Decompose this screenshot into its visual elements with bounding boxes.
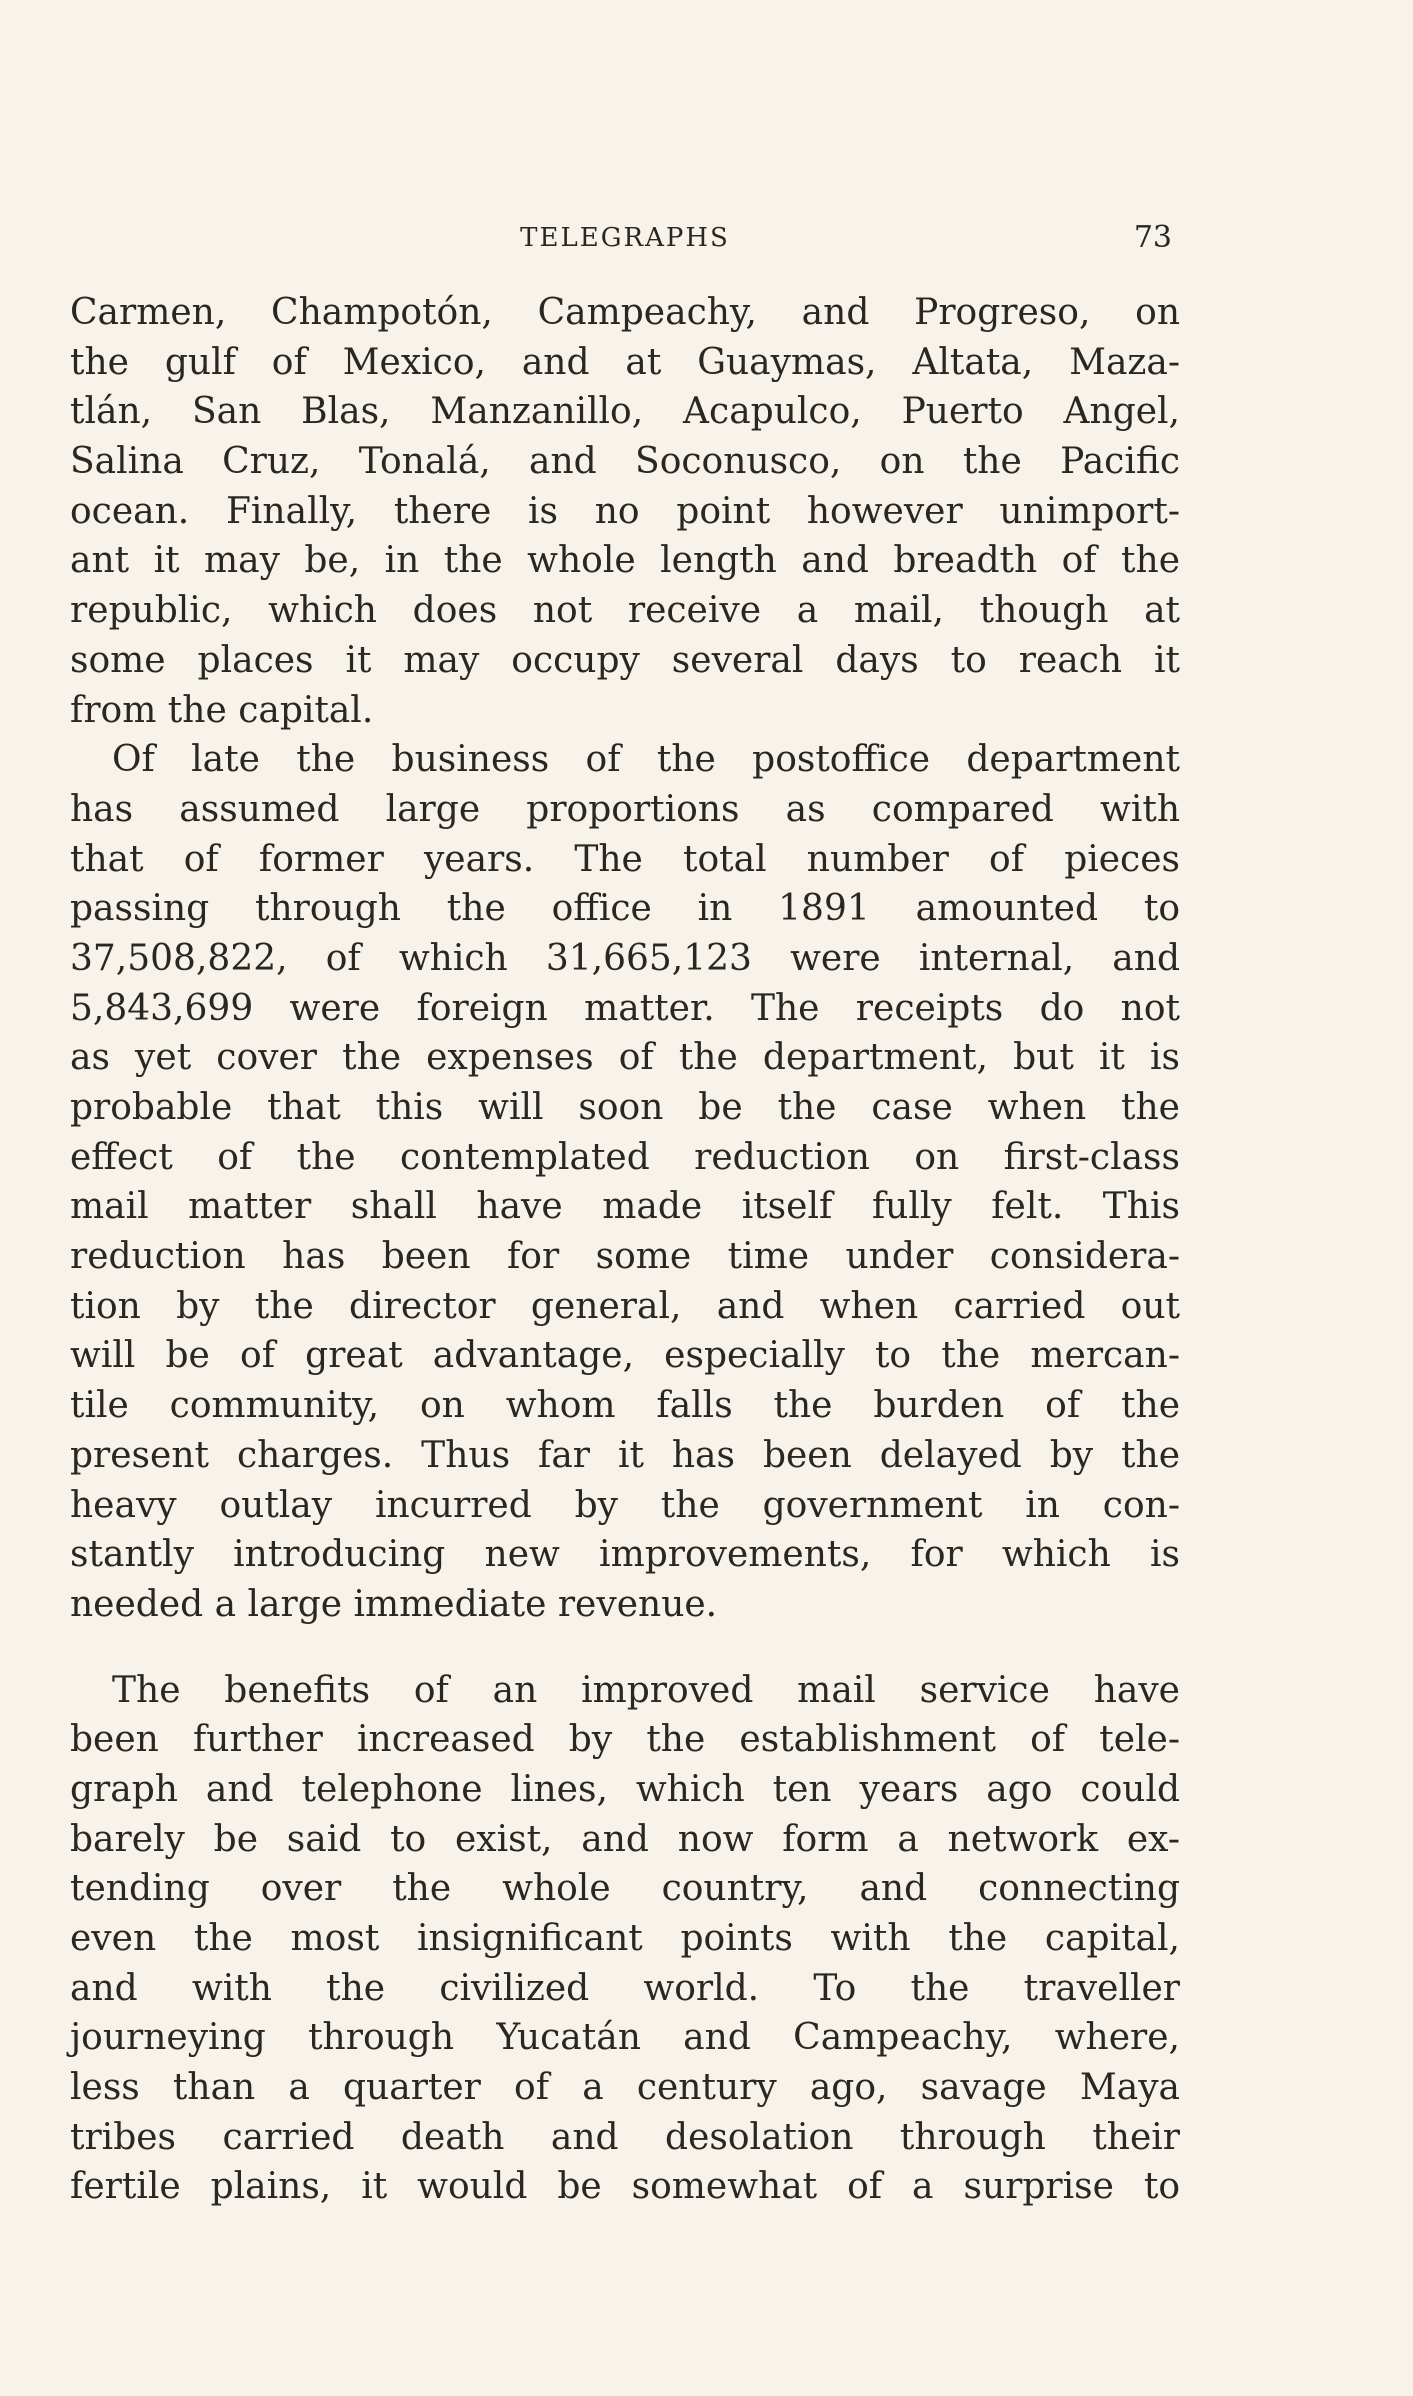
text-line: less than a quarter of a century ago, savage Maya (70, 2067, 1180, 2109)
text-line: tribes carried death and desolation through their (70, 2116, 1180, 2158)
text-line: The benefits of an improved mail service have (112, 1669, 1180, 1711)
text-line: barely be said to exist, and now form a network ex- (70, 1818, 1180, 1860)
text-line: stantly introducing new improvements, for which is (70, 1534, 1180, 1576)
text-line: needed a large immediate revenue. (70, 1583, 718, 1625)
text-line: tile community, on whom falls the burden of the (70, 1385, 1180, 1427)
text-line: has assumed large proportions as compared with (70, 788, 1180, 830)
text-line: from the capital. (70, 689, 374, 731)
text-line: 5,843,699 were foreign matter. The receipts do not (70, 987, 1180, 1029)
text-line: republic, which does not receive a mail, though at (70, 590, 1180, 632)
text-line: tlán, San Blas, Manzanillo, Acapulco, Puerto Angel, (70, 391, 1180, 433)
text-line: journeying through Yucatán and Campeachy, where, (70, 2017, 1180, 2059)
text-line: some places it may occupy several days to reach it (70, 639, 1180, 681)
text-line: present charges. Thus far it has been delayed by the (70, 1434, 1180, 1476)
running-head (70, 218, 1180, 258)
paragraph-spacer (70, 1630, 1180, 1666)
text-line: Carmen, Champotón, Campeachy, and Progreso, on (70, 292, 1180, 333)
text-line: and with the civilized world. To the traveller (70, 1967, 1180, 2009)
text-line: probable that this will soon be the case when the (70, 1087, 1180, 1128)
paragraph-postoffice (70, 735, 1180, 1629)
body-text (70, 288, 1180, 2212)
paragraph-telegraphs (70, 1666, 1180, 2213)
text-line: Salina Cruz, Tonalá, and Soconusco, on the Pacific (70, 441, 1180, 483)
text-line: heavy outlay incurred by the government in con- (70, 1484, 1180, 1526)
running-title: TELEGRAPHS (520, 223, 730, 253)
page-number: 73 (1133, 220, 1172, 255)
paragraph-continuation (70, 288, 1180, 735)
text-line: mail matter shall have made itself fully felt. This (70, 1186, 1180, 1228)
text-line: ant it may be, in the whole length and breadth of the (70, 540, 1180, 582)
text-line: been further increased by the establishment of tele- (70, 1719, 1180, 1761)
text-line: reduction has been for some time under considera- (70, 1236, 1180, 1278)
text-line: graph and telephone lines, which ten years ago could (70, 1768, 1180, 1810)
text-line: even the most insignificant points with the capital, (70, 1918, 1180, 1959)
text-line: tending over the whole country, and connecting (70, 1868, 1180, 1910)
text-line: as yet cover the expenses of the department, but it is (70, 1037, 1180, 1079)
text-line: fertile plains, it would be somewhat of a surprise to (70, 2166, 1180, 2208)
text-line: ocean. Finally, there is no point however unimport- (70, 490, 1180, 532)
text-line: that of former years. The total number of pieces (70, 838, 1180, 880)
text-line: effect of the contemplated reduction on first-class (70, 1136, 1180, 1178)
text-line: tion by the director general, and when carried out (70, 1285, 1180, 1327)
text-line: Of late the business of the postoffice department (112, 739, 1180, 781)
text-line: 37,508,822, of which 31,665,123 were internal, and (70, 937, 1180, 979)
text-line: passing through the office in 1891 amounted to (70, 888, 1180, 930)
text-line: will be of great advantage, especially to the mercan- (70, 1335, 1180, 1377)
text-line: the gulf of Mexico, and at Guaymas, Altata, Maza- (70, 341, 1180, 383)
